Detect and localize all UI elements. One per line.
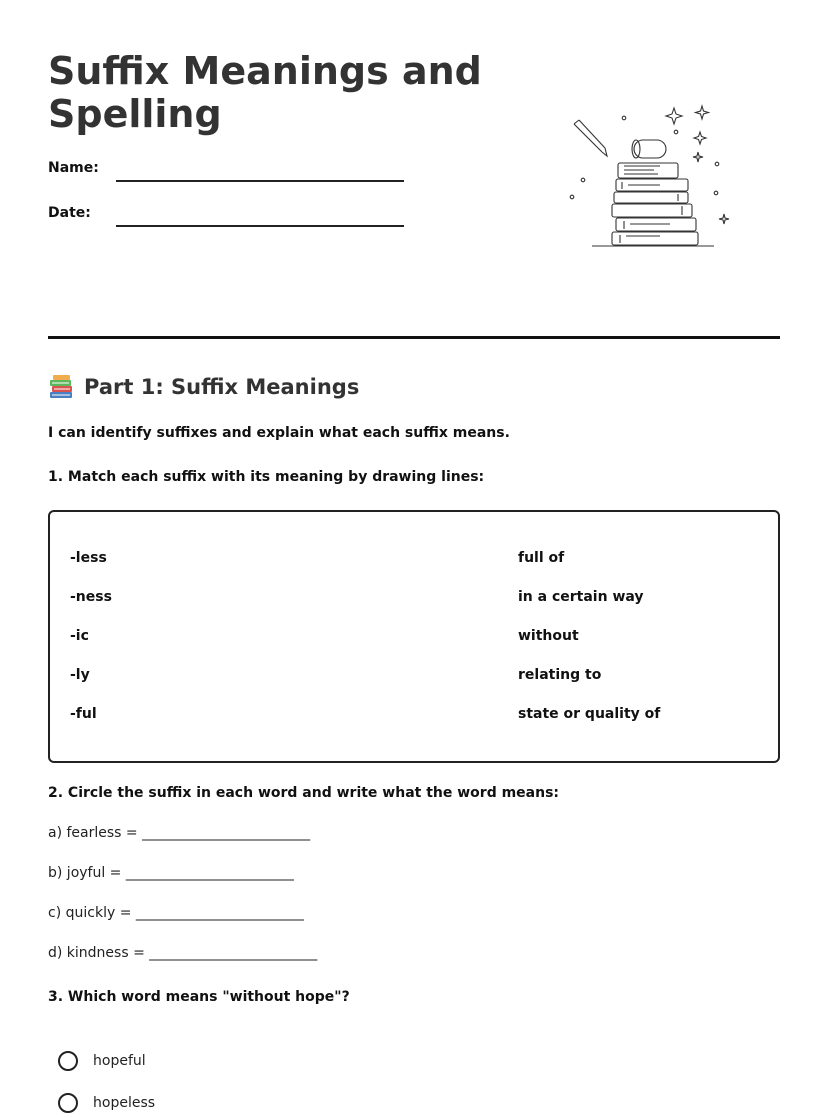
date-label: Date: [48,205,91,221]
q1-prompt: 1. Match each suffix with its meaning by drawing lines: [48,469,485,485]
q3-option-hopeful[interactable] [58,1051,146,1071]
name-label: Name: [48,160,99,176]
meaning-item[interactable]: relating to [518,667,602,683]
q2-item-d[interactable]: d) kindness = ________________________ [48,945,318,961]
section-divider [48,336,780,339]
name-field[interactable] [116,180,404,182]
book-stack-illustration [560,100,740,260]
q2-item-b[interactable]: b) joyful = ________________________ [48,865,294,881]
q3-option-hopeless[interactable] [58,1093,155,1113]
part1-heading-text: Part 1: Suffix Meanings [84,375,360,399]
option-label: hopeful [93,1053,146,1069]
books-emoji-icon [48,374,74,400]
matching-box [48,510,780,763]
date-field[interactable] [116,225,404,227]
meaning-item[interactable]: without [518,628,579,644]
worksheet-title: Suffix Meanings and Spelling [48,49,482,136]
q2-item-c[interactable]: c) quickly = ________________________ [48,905,304,921]
q3-prompt: 3. Which word means "without hope"? [48,989,350,1005]
q2-prompt: 2. Circle the suffix in each word and write what the word means: [48,785,560,801]
learning-objective: I can identify suffixes and explain what each suffix means. [48,425,510,441]
suffix-item[interactable]: -ness [70,589,112,605]
meaning-item[interactable]: full of [518,550,565,566]
radio-button[interactable] [58,1093,78,1113]
suffix-item[interactable]: -ic [70,628,89,644]
meaning-item[interactable]: in a certain way [518,589,644,605]
suffix-item[interactable]: -ly [70,667,90,683]
meaning-item[interactable]: state or quality of [518,706,661,722]
part1-heading [48,374,359,400]
option-label: hopeless [93,1095,156,1111]
suffix-item[interactable]: -less [70,550,107,566]
q2-item-a[interactable]: a) fearless = ________________________ [48,825,311,841]
suffix-item[interactable]: -ful [70,706,97,722]
radio-button[interactable] [58,1051,78,1071]
